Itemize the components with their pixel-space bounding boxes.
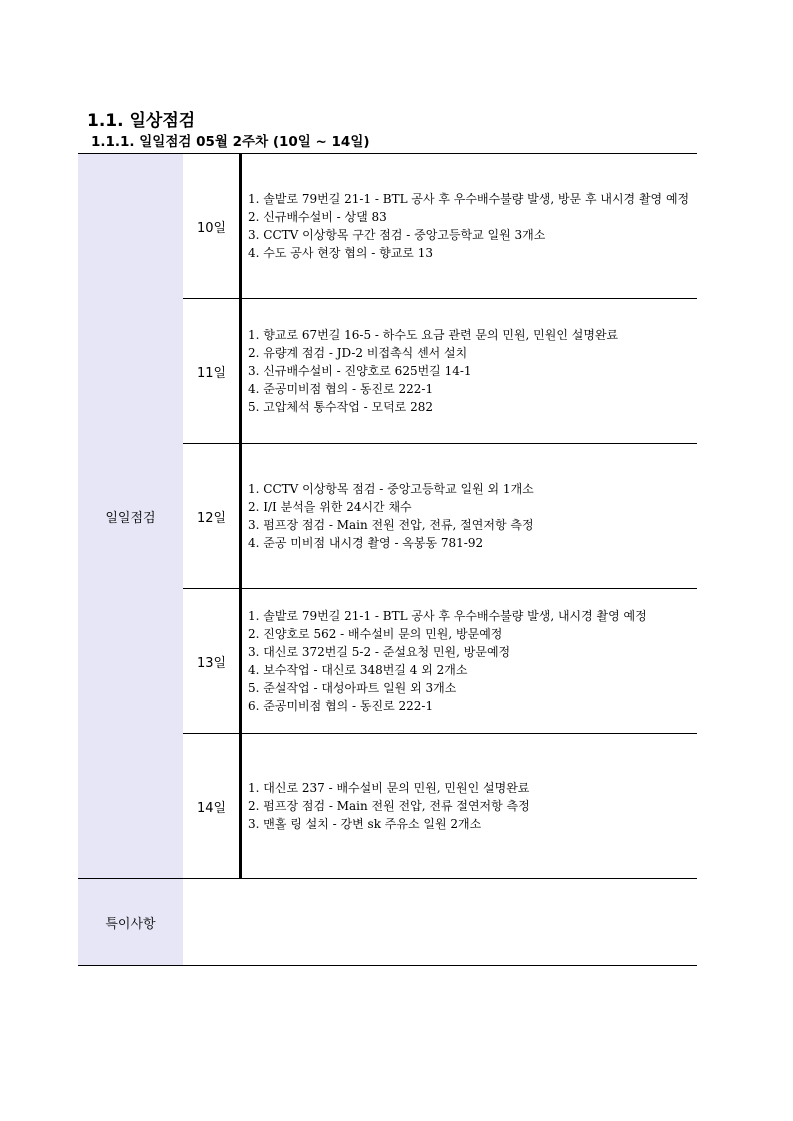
table-bottom-border: [78, 965, 697, 966]
day-items: [242, 299, 694, 443]
day-items: [242, 154, 694, 298]
list-item: 4. 준공 미비점 내시경 촬영 - 옥봉동 781-92: [248, 536, 484, 550]
subsection-heading: 1.1.1. 일일점검 05월 2주차 (10일 ~ 14일): [91, 134, 370, 150]
category-cell: [78, 154, 183, 878]
day-label: 13일: [196, 655, 227, 671]
day-label: 11일: [196, 365, 227, 381]
list-item: 6. 준공미비점 협의 - 동진로 222-1: [248, 699, 434, 713]
list-item: 2. 신규배수설비 - 상댈 83: [248, 210, 387, 224]
list-item: 4. 준공미비점 협의 - 동진로 222-1: [248, 382, 434, 396]
list-item: 4. 보수작업 - 대신로 348번길 4 외 2개소: [248, 663, 468, 677]
list-item: 2. 유량계 점검 - JD-2 비접촉식 센서 설치: [248, 346, 468, 360]
list-item: 1. CCTV 이상항목 점검 - 중앙고등학교 일원 외 1개소: [248, 482, 534, 496]
day-label: 10일: [196, 220, 227, 236]
list-item: 1. 향교로 67번길 16-5 - 하수도 요금 관련 문의 민원, 민원인 설명완료: [248, 328, 619, 342]
list-item: 3. 대신로 372번길 5-2 - 준설요청 민원, 방문예정: [248, 645, 511, 659]
list-item: 2. 펌프장 점검 - Main 전원 전압, 전류 절연저항 측정: [248, 799, 530, 813]
notes-content: [184, 880, 696, 964]
list-item: 3. 맨홀 링 설치 - 강변 sk 주유소 일원 2개소: [248, 817, 482, 831]
list-item: 1. 솔밭로 79번길 21-1 - BTL 공사 후 우수배수불량 발생, 내시경 촬영 예정: [248, 609, 647, 623]
list-item: 4. 수도 공사 현장 협의 - 향교로 13: [248, 246, 433, 260]
day-items: [242, 734, 694, 878]
section-heading: 1.1. 일상점검: [87, 111, 196, 131]
day-label: 14일: [196, 800, 227, 816]
list-item: 2. 진양호로 562 - 배수설비 문의 민원, 방문예정: [248, 627, 503, 641]
list-item: 1. 솔밭로 79번길 21-1 - BTL 공사 후 우수배수불량 발생, 방문 후 내시경 촬영 예정: [248, 192, 690, 206]
list-item: 3. 신규배수설비 - 진양호로 625번길 14-1: [248, 364, 472, 378]
notes-label: 특이사항: [105, 916, 156, 932]
list-item: 5. 고압체석 통수작업 - 모덕로 282: [248, 400, 433, 414]
day-items: [242, 444, 694, 588]
list-item: 3. 펌프장 점검 - Main 전원 전압, 전류, 절연저항 측정: [248, 518, 534, 532]
category-label: 일일점검: [105, 510, 156, 526]
list-item: 1. 대신로 237 - 배수설비 문의 민원, 민원인 설명완료: [248, 781, 530, 795]
notes-label-cell: [78, 879, 183, 965]
day-label: 12일: [196, 510, 227, 526]
day-items: [242, 589, 694, 733]
list-item: 5. 준설작업 - 대성아파트 일원 외 3개소: [248, 681, 457, 695]
list-item: 3. CCTV 이상항목 구간 점검 - 중앙고등학교 일원 3개소: [248, 228, 546, 242]
list-item: 2. I/I 분석을 위한 24시간 채수: [248, 500, 412, 514]
